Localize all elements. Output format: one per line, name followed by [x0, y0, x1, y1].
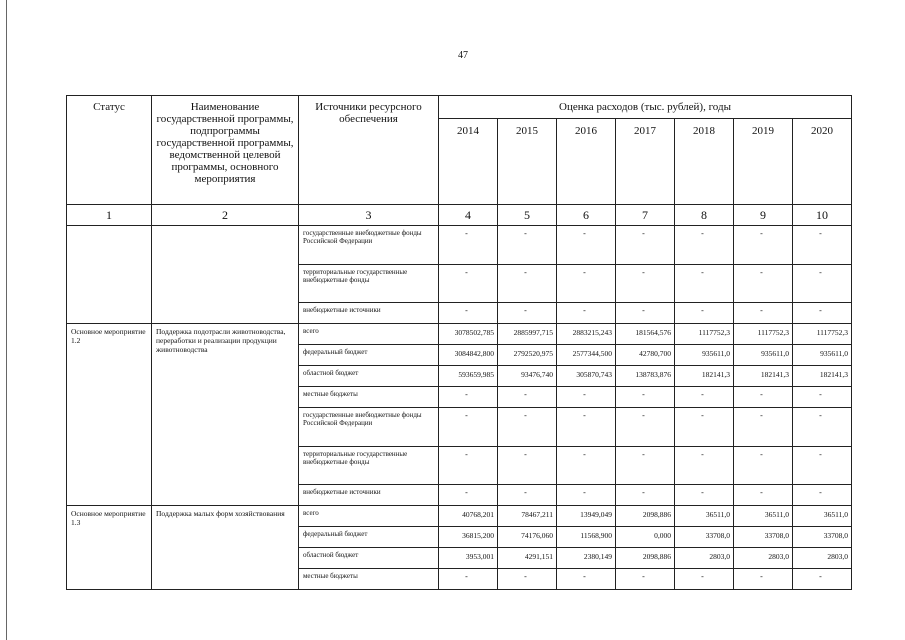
header-year: 2018: [675, 119, 734, 205]
page-edge-line: [6, 0, 7, 640]
row-value: -: [675, 303, 734, 324]
column-index: 7: [616, 205, 675, 226]
header-expenses: Оценка расходов (тыс. рублей), годы: [439, 96, 852, 119]
row-value: 2885997,715: [498, 324, 557, 345]
row-value: -: [616, 408, 675, 447]
row-value: 11568,900: [557, 527, 616, 548]
header-year: 2014: [439, 119, 498, 205]
row-value: -: [498, 303, 557, 324]
row-value: 2577344,500: [557, 345, 616, 366]
row-value: 2803,0: [675, 548, 734, 569]
header-name: Наименование государственной программы, подпрограммы государственной программы, ведомственной целевой программы, основного мероприятия: [152, 96, 299, 205]
header-year: 2015: [498, 119, 557, 205]
row-value: -: [498, 408, 557, 447]
row-value: 2380,149: [557, 548, 616, 569]
row-value: -: [439, 303, 498, 324]
row-value: 74176,060: [498, 527, 557, 548]
row-value: -: [734, 447, 793, 485]
row-value: 36511,0: [734, 506, 793, 527]
row-name: [152, 226, 299, 324]
row-value: -: [498, 226, 557, 265]
row-value: -: [675, 447, 734, 485]
row-value: 2098,886: [616, 506, 675, 527]
header-year: 2019: [734, 119, 793, 205]
row-value: -: [675, 265, 734, 303]
row-value: -: [616, 265, 675, 303]
column-index: 3: [299, 205, 439, 226]
row-value: 593659,985: [439, 366, 498, 387]
row-value: -: [557, 226, 616, 265]
row-value: -: [498, 447, 557, 485]
column-index: 5: [498, 205, 557, 226]
row-source: внебюджетные источники: [299, 485, 439, 506]
row-value: -: [734, 408, 793, 447]
row-value: -: [675, 387, 734, 408]
row-value: 182141,3: [793, 366, 852, 387]
row-value: -: [439, 226, 498, 265]
row-status: Основное мероприятие 1.3: [67, 506, 152, 590]
row-value: -: [439, 447, 498, 485]
row-source: областной бюджет: [299, 366, 439, 387]
row-value: -: [616, 569, 675, 590]
row-value: 182141,3: [675, 366, 734, 387]
row-value: -: [793, 303, 852, 324]
row-source: территориальные государственные внебюджетные фонды: [299, 265, 439, 303]
row-value: 138783,876: [616, 366, 675, 387]
row-value: -: [793, 226, 852, 265]
row-value: 935611,0: [734, 345, 793, 366]
row-value: -: [793, 447, 852, 485]
budget-table: [66, 95, 852, 590]
header-year: 2016: [557, 119, 616, 205]
row-value: 33708,0: [675, 527, 734, 548]
row-value: 36511,0: [793, 506, 852, 527]
column-index: 10: [793, 205, 852, 226]
table-row: [67, 226, 852, 265]
row-source: областной бюджет: [299, 548, 439, 569]
row-value: 1117752,3: [793, 324, 852, 345]
page-number: 47: [458, 50, 468, 61]
row-value: -: [616, 303, 675, 324]
row-value: 2803,0: [734, 548, 793, 569]
header-status: Статус: [67, 96, 152, 205]
row-value: 36511,0: [675, 506, 734, 527]
row-value: 305870,743: [557, 366, 616, 387]
row-source: всего: [299, 324, 439, 345]
row-source: территориальные государственные внебюджетные фонды: [299, 447, 439, 485]
row-value: 182141,3: [734, 366, 793, 387]
row-value: -: [616, 387, 675, 408]
column-index: 8: [675, 205, 734, 226]
row-value: -: [557, 265, 616, 303]
header-year: 2020: [793, 119, 852, 205]
row-source: государственные внебюджетные фонды Российской Федерации: [299, 408, 439, 447]
row-value: -: [439, 265, 498, 303]
row-value: -: [793, 485, 852, 506]
row-source: государственные внебюджетные фонды Российской Федерации: [299, 226, 439, 265]
row-value: -: [498, 387, 557, 408]
row-source: федеральный бюджет: [299, 527, 439, 548]
row-status: [67, 226, 152, 324]
row-value: -: [734, 226, 793, 265]
row-value: 3078502,785: [439, 324, 498, 345]
row-value: -: [675, 485, 734, 506]
table-row: [67, 324, 852, 345]
row-value: -: [616, 226, 675, 265]
row-value: -: [793, 265, 852, 303]
row-value: 0,000: [616, 527, 675, 548]
row-value: -: [734, 387, 793, 408]
row-value: 36815,200: [439, 527, 498, 548]
row-name: Поддержка подотрасли животноводства, переработки и реализации продукции животноводства: [152, 324, 299, 506]
row-source: федеральный бюджет: [299, 345, 439, 366]
row-value: 78467,211: [498, 506, 557, 527]
row-source: местные бюджеты: [299, 569, 439, 590]
row-value: -: [675, 408, 734, 447]
row-value: -: [734, 303, 793, 324]
row-value: 181564,576: [616, 324, 675, 345]
row-value: -: [439, 485, 498, 506]
row-value: 33708,0: [734, 527, 793, 548]
row-value: 2792520,975: [498, 345, 557, 366]
row-value: -: [557, 387, 616, 408]
header-year: 2017: [616, 119, 675, 205]
row-value: -: [557, 408, 616, 447]
row-value: 1117752,3: [675, 324, 734, 345]
row-value: -: [557, 447, 616, 485]
row-value: -: [734, 569, 793, 590]
row-value: 33708,0: [793, 527, 852, 548]
row-value: 935611,0: [793, 345, 852, 366]
column-index: 4: [439, 205, 498, 226]
column-index: 6: [557, 205, 616, 226]
row-value: -: [439, 387, 498, 408]
column-index: 1: [67, 205, 152, 226]
row-value: -: [734, 485, 793, 506]
table-body: [67, 226, 852, 590]
row-source: внебюджетные источники: [299, 303, 439, 324]
row-value: -: [498, 265, 557, 303]
row-value: -: [734, 265, 793, 303]
row-value: 13949,049: [557, 506, 616, 527]
row-value: 3084842,800: [439, 345, 498, 366]
row-value: -: [498, 485, 557, 506]
row-value: 4291,151: [498, 548, 557, 569]
row-status: Основное мероприятие 1.2: [67, 324, 152, 506]
row-value: 93476,740: [498, 366, 557, 387]
column-index: 2: [152, 205, 299, 226]
row-value: -: [793, 569, 852, 590]
row-value: -: [557, 485, 616, 506]
row-value: 3953,001: [439, 548, 498, 569]
row-value: 40768,201: [439, 506, 498, 527]
row-value: -: [498, 569, 557, 590]
row-value: 2098,886: [616, 548, 675, 569]
row-source: местные бюджеты: [299, 387, 439, 408]
row-value: -: [557, 303, 616, 324]
row-value: -: [439, 408, 498, 447]
row-value: 935611,0: [675, 345, 734, 366]
row-value: 1117752,3: [734, 324, 793, 345]
row-value: -: [439, 569, 498, 590]
row-value: 2883215,243: [557, 324, 616, 345]
row-name: Поддержка малых форм хозяйствования: [152, 506, 299, 590]
row-value: -: [616, 447, 675, 485]
row-value: -: [675, 226, 734, 265]
table-row: [67, 506, 852, 527]
column-index: 9: [734, 205, 793, 226]
row-value: -: [557, 569, 616, 590]
row-value: -: [793, 408, 852, 447]
row-value: 2803,0: [793, 548, 852, 569]
row-value: -: [675, 569, 734, 590]
row-value: -: [616, 485, 675, 506]
row-value: 42780,700: [616, 345, 675, 366]
row-value: -: [793, 387, 852, 408]
header-sources: Источники ресурсного обеспечения: [299, 96, 439, 205]
row-source: всего: [299, 506, 439, 527]
